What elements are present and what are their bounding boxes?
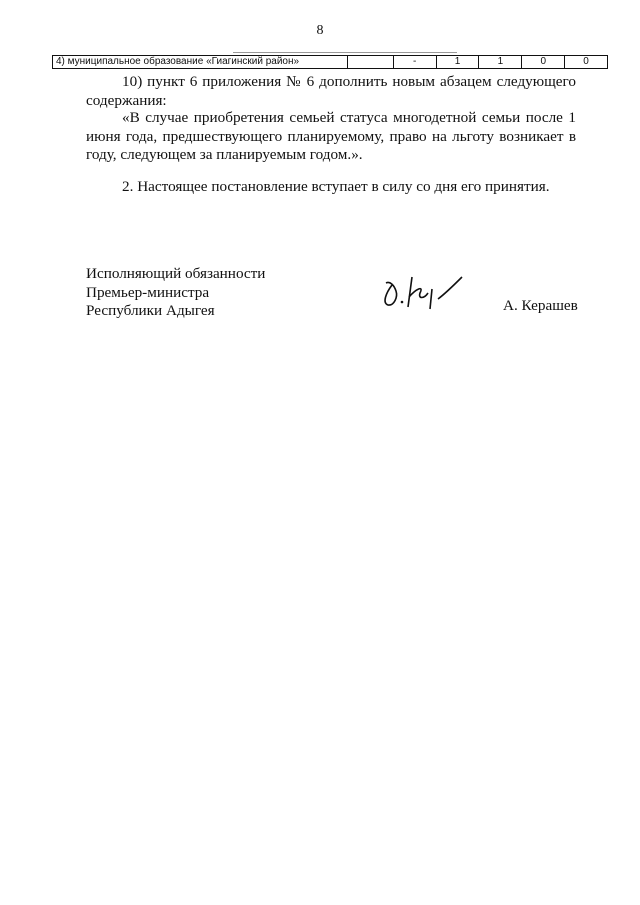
- table-row: [52, 55, 608, 69]
- table-cell: [348, 56, 394, 68]
- table-cell: -: [394, 56, 437, 68]
- table-cell: 1: [437, 56, 480, 68]
- signatory-line: Исполняющий обязанности: [86, 265, 266, 282]
- quoted-paragraph: «В случае приобретения семьей статуса многодетной семьи после 1 июня года, предшествующего планируемому, право на льготу возникает в году, следующем за планируемым годом.».: [86, 109, 576, 163]
- signatory-title: [86, 265, 265, 321]
- signatory-line: Премьер-министра: [86, 283, 210, 301]
- paragraph-10: 10) пункт 6 приложения № 6 дополнить новым абзацем следующего содержания:: [86, 73, 576, 109]
- paragraph-2: 2. Настоящее постановление вступает в силу со дня его принятия.: [122, 178, 550, 195]
- table-cell-municipality: 4) муниципальное образование «Гиагинский район»: [53, 56, 348, 68]
- handwritten-signature: [372, 263, 472, 313]
- signatory-name: А. Керашев: [503, 297, 578, 314]
- signatory-line: Республики Адыгея: [86, 302, 215, 319]
- table-cell: 1: [479, 56, 522, 68]
- table-cell: 0: [522, 56, 565, 68]
- table-cell: 0: [583, 56, 589, 67]
- page-number: 8: [316, 23, 324, 38]
